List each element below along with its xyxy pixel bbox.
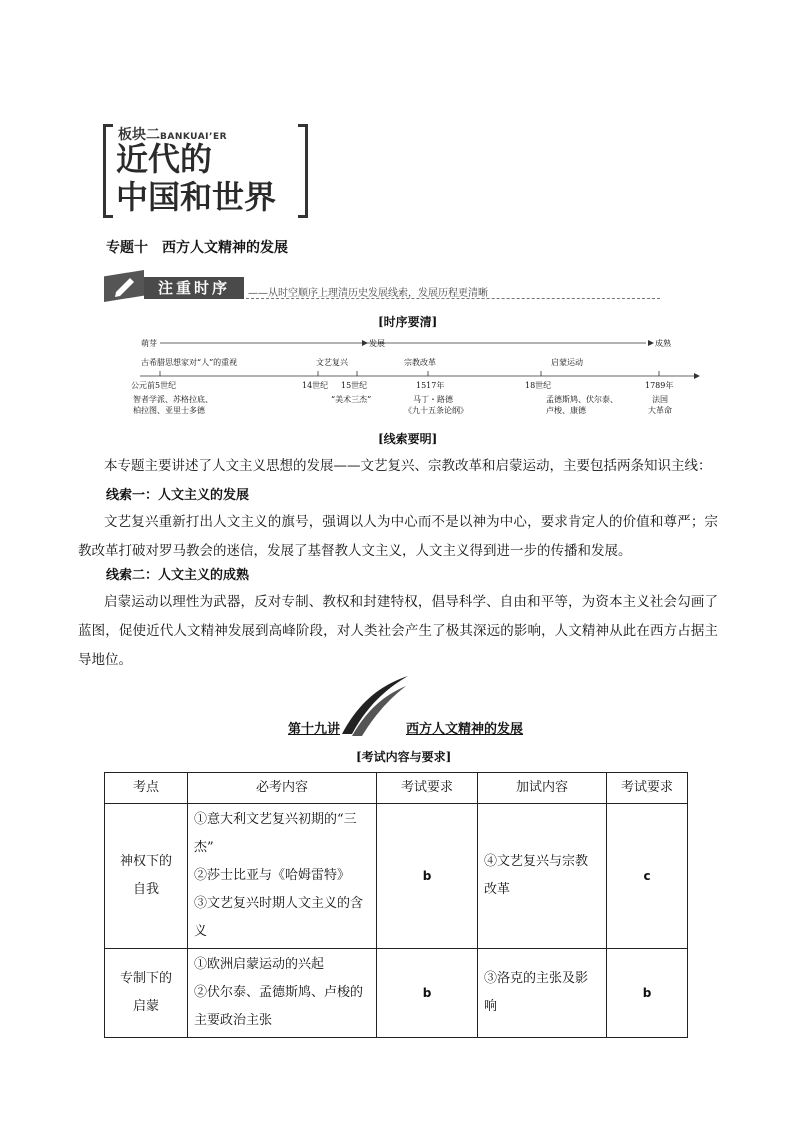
note-greek-line1: 智者学派、苏格拉底、 <box>133 395 213 404</box>
note-reformation-line2: 《九十五条论纲》 <box>404 406 468 415</box>
row2-point <box>105 949 188 1038</box>
row2-point-text: 专制下的启蒙 <box>119 971 172 1014</box>
note-greek-line2: 柏拉图、亚里士多德 <box>133 406 205 415</box>
table-header-row <box>105 773 688 804</box>
row1-required-item2: ②莎士比亚与《哈姆雷特》 <box>194 868 351 883</box>
stage-mature: 成熟 <box>655 339 671 348</box>
movement-reformation: 宗教改革 <box>404 358 436 367</box>
row2-req-level: b <box>377 949 478 1038</box>
row1-required-item1: ①意大利文艺复兴初期的“三杰” <box>194 812 357 855</box>
movement-enlightenment: 启蒙运动 <box>551 358 583 367</box>
note-enlightenment-line2: 卢梭、康德 <box>546 406 586 415</box>
block-title-line1: 近代的 <box>116 140 213 178</box>
header-extra-level: 考试要求 <box>607 773 688 804</box>
row1-point <box>105 804 188 949</box>
block-label-cn: 板块二 <box>118 127 160 143</box>
timeline-lines <box>0 0 794 420</box>
date-15th: 15世纪 <box>341 381 368 390</box>
row1-required <box>188 804 377 949</box>
block-title-line2: 中国和世界 <box>116 178 277 216</box>
note-enlightenment-line1: 孟德斯鸠、伏尔泰、 <box>546 395 618 404</box>
note-revolution-line2: 大革命 <box>648 406 672 415</box>
table-row <box>105 804 688 949</box>
lecture-number: 第十九讲 <box>288 722 341 737</box>
stage-develop: 发展 <box>369 339 385 348</box>
row1-req-level: b <box>377 804 478 949</box>
stage-sprout: 萌芽 <box>141 339 157 348</box>
row2-required-item1: ①欧洲启蒙运动的兴起 <box>194 957 325 972</box>
exam-requirements-table <box>104 772 688 1038</box>
header-extra: 加试内容 <box>478 773 607 804</box>
timeline <box>0 0 794 420</box>
timeline-heading: [时序要清] <box>378 315 438 329</box>
row2-extra: ③洛克的主张及影响 <box>478 949 607 1038</box>
block-label-en: BANKUAI’ER <box>160 132 228 142</box>
row1-extra-level: c <box>607 804 688 949</box>
header-req-level: 考试要求 <box>377 773 478 804</box>
row2-extra-level: b <box>607 949 688 1038</box>
clue1-title: 线索一：人文主义的发展 <box>106 488 250 503</box>
row1-required-item3: ③文艺复兴时期人文主义的含义 <box>194 896 364 939</box>
banner-subtitle: ——从时空顺序上理清历史发展线索，发展历程更清晰 <box>248 288 488 299</box>
swoosh-icon <box>338 674 410 738</box>
row1-extra: ④文艺复兴与宗教改革 <box>478 804 607 949</box>
time-axis-arrow <box>694 373 700 379</box>
date-14th: 14世纪 <box>302 381 329 390</box>
header-required: 必考内容 <box>188 773 377 804</box>
topic-title: 专题十 西方人文精神的发展 <box>106 240 288 256</box>
banner-label: 注重时序 <box>144 277 244 299</box>
row1-point-text: 神权下的自我 <box>119 854 172 897</box>
note-renaissance: “美术三杰” <box>331 395 372 404</box>
row2-required-item2: ②伏尔泰、孟德斯鸠、卢梭的主要政治主张 <box>194 985 364 1028</box>
table-row <box>105 949 688 1038</box>
stage-arrow-2 <box>648 340 654 346</box>
lecture-title: 西方人文精神的发展 <box>406 722 524 737</box>
row2-required <box>188 949 377 1038</box>
date-1517: 1517年 <box>416 381 445 390</box>
clue2-title: 线索二：人文主义的成熟 <box>106 568 250 583</box>
exam-heading: [考试内容与要求] <box>356 750 452 764</box>
intro-paragraph: 本专题主要讲述了人文主义思想的发展——文艺复兴、宗教改革和启蒙运动，主要包括两条知识主线： <box>104 458 712 474</box>
note-reformation-line1: 马丁・路德 <box>413 395 453 404</box>
date-18th: 18世纪 <box>525 381 552 390</box>
clue-heading: [线索要明] <box>378 432 438 446</box>
header-point: 考点 <box>105 773 188 804</box>
note-revolution-line1: 法国 <box>652 395 668 404</box>
clue1-paragraph: 文艺复兴重新打出人文主义的旗号，强调以人为中心而不是以神为中心，要求肯定人的价值和尊严；宗教改革打破对罗马教会的迷信，发展了基督教人文主义，人文主义得到进一步的传播和发展。 <box>78 514 718 559</box>
movement-renaissance: 文艺复兴 <box>316 358 348 367</box>
clue2-paragraph: 启蒙运动以理性为武器，反对专制、教权和封建特权，倡导科学、自由和平等，为资本主义社会勾画了蓝图，促使近代人文精神发展到高峰阶段，对人类社会产生了极其深远的影响，人文精神从此在西方占据主导地位。 <box>78 594 718 668</box>
movement-greek: 古希腊思想家对“人”的重视 <box>141 358 238 367</box>
date-5th-bc: 公元前5世纪 <box>131 381 177 390</box>
stage-arrow-1 <box>362 340 368 346</box>
date-1789: 1789年 <box>645 381 674 390</box>
